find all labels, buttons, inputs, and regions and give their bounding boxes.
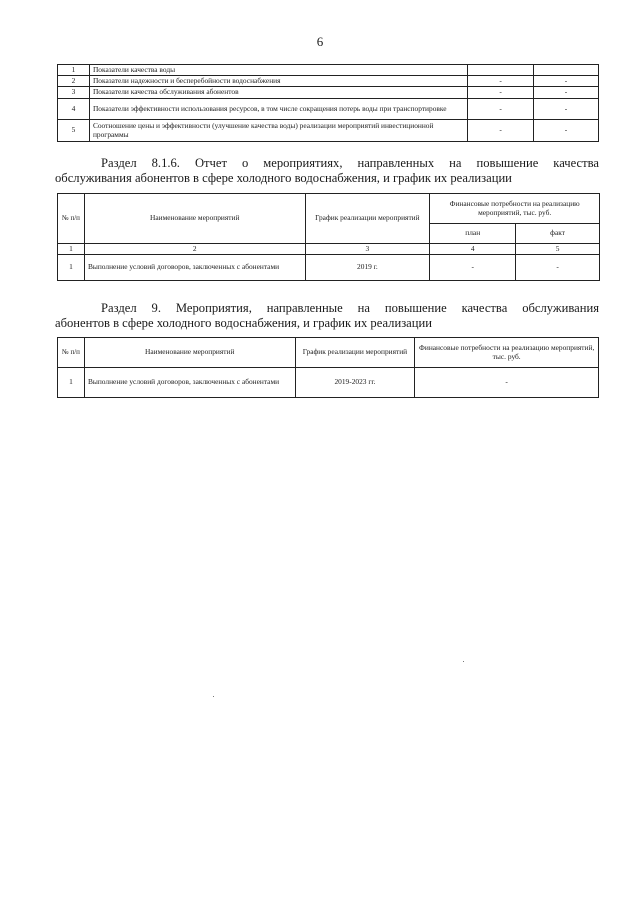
section-9-table <box>57 337 599 398</box>
row-number: 1 <box>58 255 85 281</box>
row-number: 4 <box>58 99 90 120</box>
header-row <box>58 194 600 224</box>
index-cell: 1 <box>58 244 85 255</box>
header-finance: Финансовые потребности на реализацию мероприятий, тыс. руб. <box>430 194 600 224</box>
header-finance: Финансовые потребности на реализацию мероприятий, тыс. руб. <box>415 338 599 368</box>
table-row <box>58 99 599 120</box>
section-816-heading-line2: обслуживания абонентов в сфере холодного водоснабжения, и график их реализации <box>55 171 512 185</box>
section-9-heading-line1: Раздел 9. Мероприятия, направленные на повышение качества обслуживания <box>101 301 599 315</box>
section-9-heading-line2: абонентов в сфере холодного водоснабжения, и график их реализации <box>55 316 432 330</box>
header-row <box>58 338 599 368</box>
header-schedule: График реализации мероприятий <box>295 338 415 368</box>
index-cell: 5 <box>516 244 600 255</box>
indicator-value: - <box>534 120 599 142</box>
row-number: 5 <box>58 120 90 142</box>
measure-fact: - <box>516 255 600 281</box>
table-row <box>58 120 599 142</box>
table-row <box>58 65 599 76</box>
table-row <box>58 76 599 87</box>
measure-name: Выполнение условий договоров, заключенных с абонентами <box>84 255 305 281</box>
page-number: 6 <box>316 34 324 49</box>
section-816-table <box>57 193 600 281</box>
index-row <box>58 244 600 255</box>
indicator-name: Показатели эффективности использования ресурсов, в том числе сокращения потерь воды при транспортировке <box>89 99 467 120</box>
indicator-name: Показатели качества воды <box>89 65 467 76</box>
measure-schedule: 2019 г. <box>305 255 430 281</box>
index-cell: 4 <box>430 244 516 255</box>
measure-finance: - <box>415 368 599 398</box>
header-fact: факт <box>516 224 600 244</box>
indicator-value: - <box>468 87 534 99</box>
index-cell: 3 <box>305 244 430 255</box>
header-plan: план <box>430 224 516 244</box>
header-name: Наименование мероприятий <box>84 338 295 368</box>
table-row <box>58 368 599 398</box>
measure-schedule: 2019-2023 гг. <box>295 368 415 398</box>
indicator-value: - <box>468 76 534 87</box>
index-cell: 2 <box>84 244 305 255</box>
header-name: Наименование мероприятий <box>84 194 305 244</box>
table-row <box>58 87 599 99</box>
scan-speck <box>463 661 464 662</box>
indicator-name: Соотношение цены и эффективности (улучшение качества воды) реализации мероприятий инвестиционной программы <box>89 120 467 142</box>
indicator-name: Показатели качества обслуживания абонентов <box>89 87 467 99</box>
section-9-heading <box>55 301 599 331</box>
indicator-value <box>534 65 599 76</box>
row-number: 1 <box>58 368 85 398</box>
row-number: 2 <box>58 76 90 87</box>
indicator-value <box>468 65 534 76</box>
scan-speck <box>213 696 214 697</box>
indicator-value: - <box>468 120 534 142</box>
indicators-table <box>57 64 599 142</box>
indicator-value: - <box>534 76 599 87</box>
section-816-heading-line1: Раздел 8.1.6. Отчет о мероприятиях, направленных на повышение качества <box>101 156 599 170</box>
measure-name: Выполнение условий договоров, заключенных с абонентами <box>84 368 295 398</box>
header-schedule: График реализации мероприятий <box>305 194 430 244</box>
indicator-value: - <box>534 87 599 99</box>
header-number: № п/п <box>58 194 85 244</box>
measure-plan: - <box>430 255 516 281</box>
indicator-value: - <box>468 99 534 120</box>
indicator-value: - <box>534 99 599 120</box>
table-row <box>58 255 600 281</box>
section-816-heading <box>55 156 599 186</box>
row-number: 1 <box>58 65 90 76</box>
indicator-name: Показатели надежности и бесперебойности водоснабжения <box>89 76 467 87</box>
header-number: № п/п <box>58 338 85 368</box>
row-number: 3 <box>58 87 90 99</box>
